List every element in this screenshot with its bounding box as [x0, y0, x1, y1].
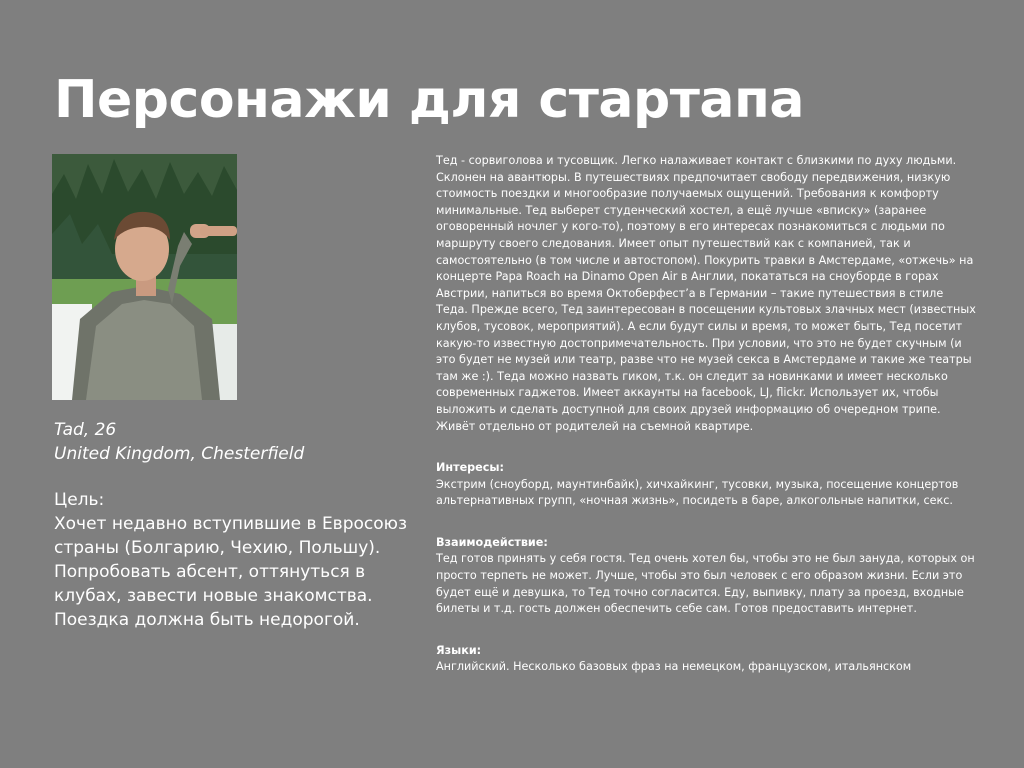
persona-name-age: Tad, 26 [54, 420, 117, 440]
interests-heading: Интересы: [436, 461, 504, 475]
goal-text: Хочет недавно вступившие в Евросоюз страны (Болгарию, Чехию, Польшу). Попробовать абсент, оттянуться в клубах, завести новые знакомства. Поездка должна быть недорогой. [54, 514, 407, 630]
persona-caption [54, 418, 414, 632]
goal-heading: Цель: [54, 490, 105, 510]
person-photo [52, 154, 237, 400]
interaction-text: Тед готов принять у себя гостя. Тед очень хотел бы, чтобы это не был зануда, которых он просто терпеть не может. Лучше, чтобы это был человек с его образом жизни. Если это будет ещё и девушка, то Тед точно согласится. Еду, выпивку, плату за проезд, входные билеты и т.д. гость должен обеспечить себе сам. Готов предоставить интернет. [436, 552, 975, 616]
persona-description: Тед - сорвиголова и тусовщик. Легко налаживает контакт с близкими по духу людьми. Склонен на авантюры. В путешествиях предпочитает свободу передвижения, низкую стоимость поездки и многообразие получаемых ощущений. Требования к комфорту минимальные. Тед выберет студенческий хостел, а ещё лучше «вписку» (заранее оговоренный ночлег у кого-то), поэтому в его интересах познакомиться с людьми по маршруту своего следования. Имеет опыт путешествий как с компанией, так и самостоятельно (в том числе и автостопом). Покурить травки в Амстердаме, «отжечь» на концерте Papa Roach на Dinamo Open Air в Англии, покататься на сноуборде в горах Австрии, напиться во время Октоберфест’а в Германии – такие путешествия в стиле Теда. Прежде всего, Тед заинтересован в посещении культовых злачных мест (известных клубов, тусовок, мероприятий). А если будут силы и время, то может быть, Тед посетит какую-то известную достопримечательность. При условии, что это не будет скучным (и это будет не музей или театр, разве что не музей секса в Амстердаме и такие же театры там же :). Теда можно назвать гиком, т.к. он следит за новинками и имеет несколько современных гаджетов. Имеет аккаунты на facebook, LJ, flickr. Использует их, чтобы выложить и сделать доступной для своих друзей информацию об очередном трипе. Живёт отдельно от родителей на съемной квартире. [436, 154, 976, 433]
languages-heading: Языки: [436, 643, 482, 657]
interests-section [436, 460, 976, 510]
slide-title: Персонажи для стартапа [54, 70, 804, 130]
languages-section [436, 643, 976, 676]
interaction-section [436, 535, 976, 618]
interaction-heading: Взаимодействие: [436, 535, 548, 549]
languages-text: Английский. Несколько базовых фраз на немецком, французском, итальянском [436, 660, 912, 674]
interests-text: Экстрим (сноуборд, маунтинбайк), хичхайкинг, тусовки, музыка, посещение концертов альтернативных групп, «ночная жизнь», посидеть в баре, алкогольные напитки, секс. [436, 477, 959, 508]
persona-details [436, 153, 976, 676]
persona-location: United Kingdom, Chesterfield [54, 444, 305, 464]
